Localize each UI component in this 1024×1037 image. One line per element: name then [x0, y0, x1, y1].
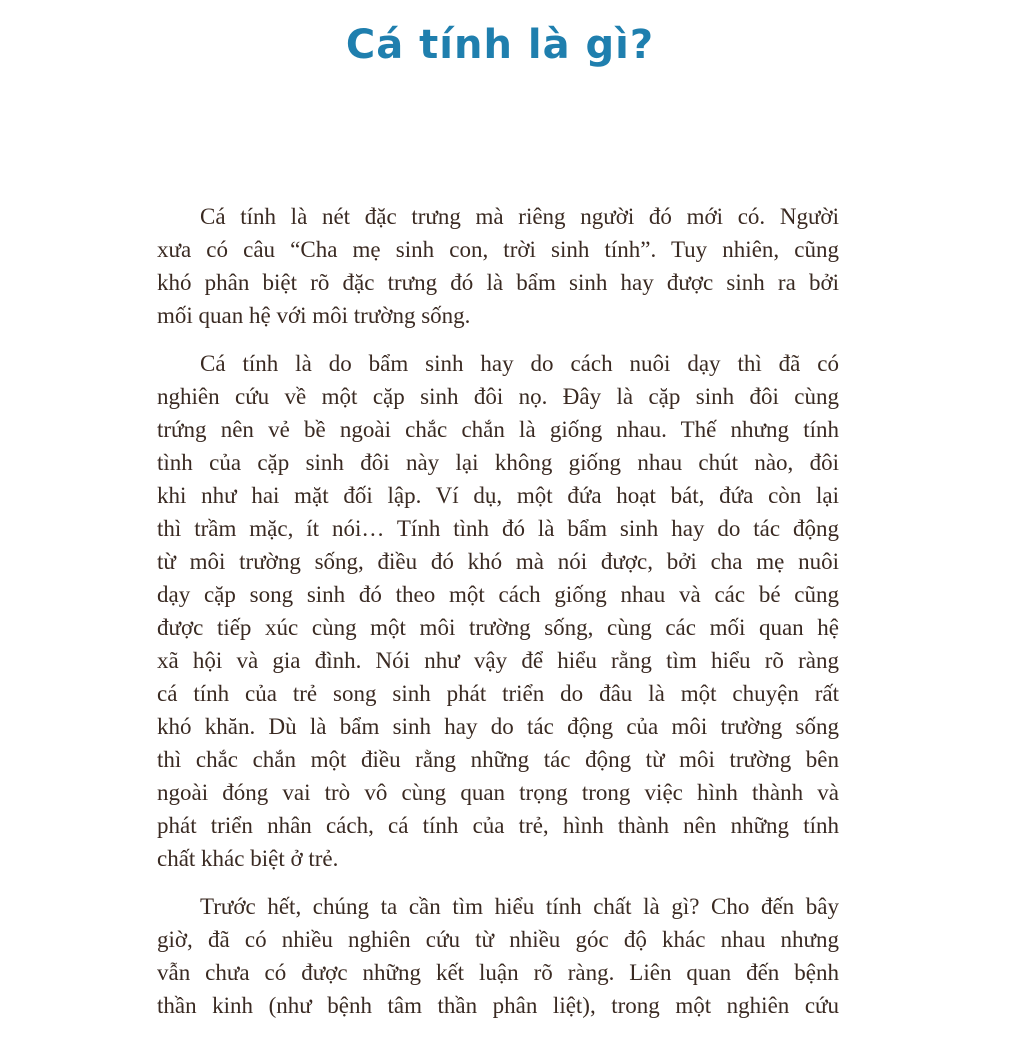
page-title: Cá tính là gì?: [345, 22, 655, 68]
text-line: Trước hết, chúng ta cần tìm hiểu tính chất là gì? Cho đến bây: [200, 894, 839, 919]
text-line: chất khác biệt ở trẻ.: [157, 846, 339, 871]
text-line: trứng nên vẻ bề ngoài chắc chắn là giống nhau. Thế nhưng tính: [157, 417, 839, 442]
text-line: nghiên cứu về một cặp sinh đôi nọ. Đây là cặp sinh đôi cùng: [157, 384, 839, 409]
text-line: ngoài đóng vai trò vô cùng quan trọng trong việc hình thành và: [157, 780, 839, 805]
paragraph-2: [157, 347, 839, 875]
paragraph-1: [157, 200, 839, 332]
text-line: xưa có câu “Cha mẹ sinh con, trời sinh tính”. Tuy nhiên, cũng: [157, 237, 839, 262]
text-line: vẫn chưa có được những kết luận rõ ràng. Liên quan đến bệnh: [157, 960, 839, 985]
text-line: thì chắc chắn một điều rằng những tác động từ môi trường bên: [157, 747, 839, 772]
text-line: khó phân biệt rõ đặc trưng đó là bẩm sinh hay được sinh ra bởi: [157, 270, 839, 295]
text-line: khó khăn. Dù là bẩm sinh hay do tác động của môi trường sống: [157, 714, 839, 739]
text-line: Cá tính là nét đặc trưng mà riêng người đó mới có. Người: [200, 204, 839, 229]
text-line: giờ, đã có nhiều nghiên cứu từ nhiều góc độ khác nhau nhưng: [157, 927, 839, 952]
text-line: dạy cặp song sinh đó theo một cách giống nhau và các bé cũng: [157, 582, 839, 607]
text-line: khi như hai mặt đối lập. Ví dụ, một đứa hoạt bát, đứa còn lại: [157, 483, 839, 508]
text-line: xã hội và gia đình. Nói như vậy để hiểu rằng tìm hiểu rõ ràng: [157, 648, 839, 673]
text-line: mối quan hệ với môi trường sống.: [157, 303, 471, 328]
text-line: thì trầm mặc, ít nói… Tính tình đó là bẩm sinh hay do tác động: [157, 516, 839, 541]
text-line: từ môi trường sống, điều đó khó mà nói được, bởi cha mẹ nuôi: [157, 549, 839, 574]
text-line: tình của cặp sinh đôi này lại không giống nhau chút nào, đôi: [157, 450, 839, 475]
text-line: cá tính của trẻ song sinh phát triển do đâu là một chuyện rất: [157, 681, 839, 706]
paragraph-3: [157, 890, 839, 1022]
text-line: được tiếp xúc cùng một môi trường sống, cùng các mối quan hệ: [157, 615, 839, 640]
text-line: phát triển nhân cách, cá tính của trẻ, hình thành nên những tính: [157, 813, 839, 838]
text-line: Cá tính là do bẩm sinh hay do cách nuôi dạy thì đã có: [200, 351, 839, 376]
body-text: [157, 200, 839, 1037]
text-line: thần kinh (như bệnh tâm thần phân liệt), trong một nghiên cứu: [157, 993, 839, 1018]
